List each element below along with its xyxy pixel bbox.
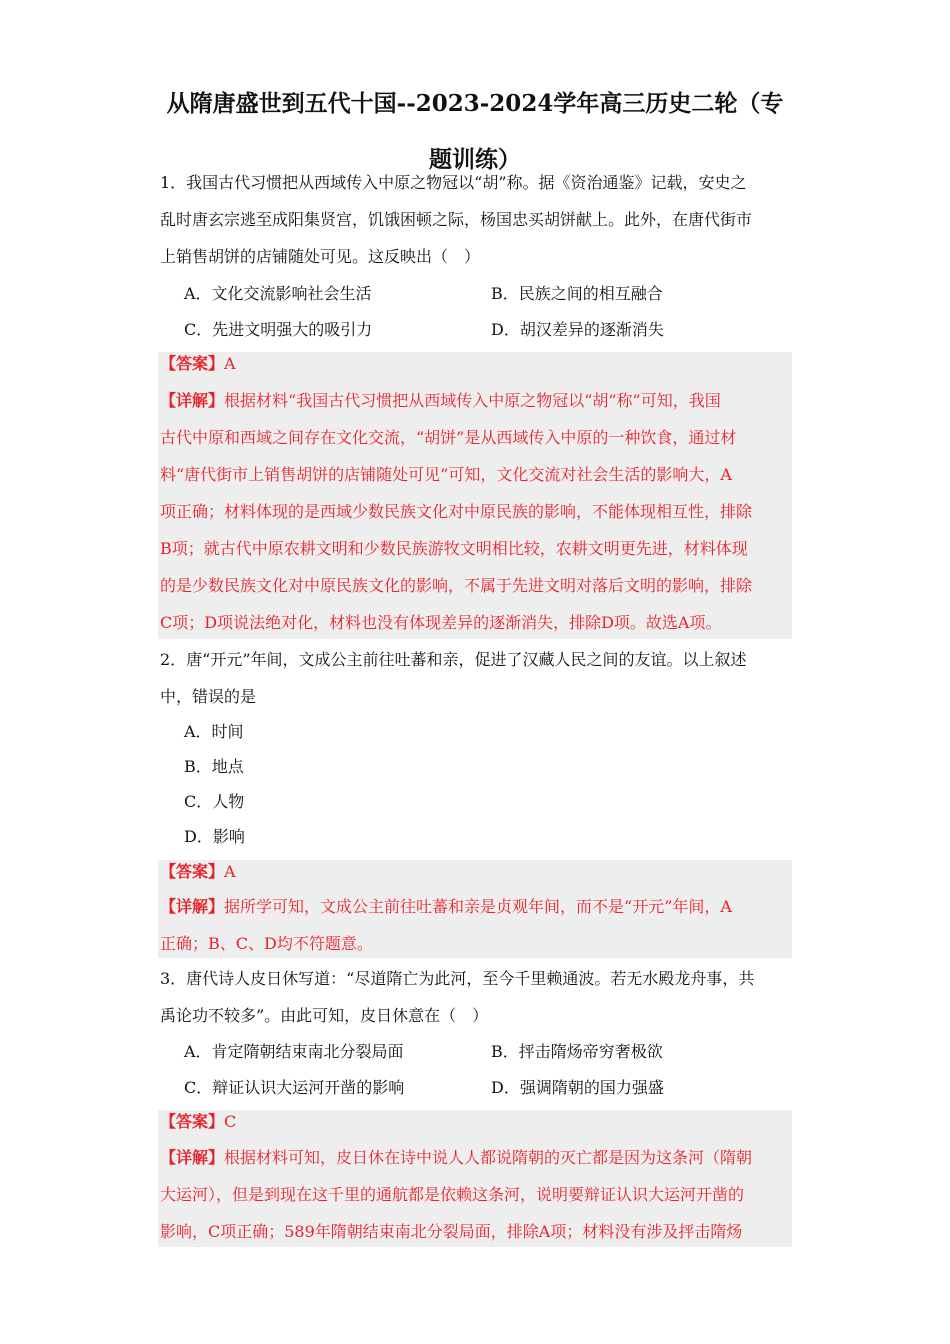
question-text-line: 禹论功不较多”。由此可知，皮日休意在（ ）	[160, 1006, 489, 1025]
title-line-2: 题训练）	[429, 146, 521, 173]
answer-tag: 【答案】	[160, 1112, 225, 1131]
question-text-line: 1．我国古代习惯把从西域传入中原之物冠以“胡”称。据《资治通鉴》记载，安史之	[160, 173, 747, 192]
answer-value: A	[224, 354, 236, 373]
question-text-line: 中，错误的是	[160, 687, 257, 706]
detail-text: 的是少数民族文化对中原民族文化的影响，不属于先进文明对落后文明的影响，排除	[160, 576, 753, 595]
detail-text: 大运河），但是到现在这千里的通航都是依赖这条河，说明要辩证认识大运河开凿的	[160, 1185, 745, 1204]
option-c: C．人物	[184, 792, 245, 811]
detail-tag: 【详解】	[160, 897, 225, 916]
option-c: C．先进文明强大的吸引力	[184, 320, 373, 339]
question-text-line: 上销售胡饼的店铺随处可见。这反映出（ ）	[160, 247, 481, 266]
detail-text: 根据材料“我国古代习惯把从西域传入中原之物冠以“胡”称”可知，我国	[224, 391, 721, 410]
answer-value: A	[224, 862, 236, 881]
answer-value: C	[224, 1112, 237, 1131]
option-d: D．强调隋朝的国力强盛	[491, 1078, 664, 1097]
option-b: B．民族之间的相互融合	[491, 284, 663, 303]
detail-text: 正确；B、C、D均不符题意。	[160, 934, 373, 953]
answer-tag: 【答案】	[160, 862, 225, 881]
detail-text: 据所学可知，文成公主前往吐蕃和亲是贞观年间，而不是“开元”年间，A	[224, 897, 732, 916]
option-b: B．地点	[184, 757, 244, 776]
option-d: D．影响	[184, 827, 245, 846]
question-text-line: 2．唐“开元”年间，文成公主前往吐蕃和亲，促进了汉藏人民之间的友谊。以上叙述	[160, 650, 747, 669]
detail-text: C项；D项说法绝对化，材料也没有体现差异的逐渐消失，排除D项。故选A项。	[160, 613, 722, 632]
answer-line	[160, 1109, 236, 1132]
option-a: A．文化交流影响社会生活	[184, 284, 372, 303]
detail-tag: 【详解】	[160, 1148, 225, 1167]
option-a: A．时间	[184, 722, 244, 741]
detail-text: 项正确；材料体现的是西域少数民族文化对中原民族的影响，不能体现相互性，排除	[160, 502, 753, 521]
question-text-line: 乱时唐玄宗逃至成阳集贤宫，饥饿困顿之际，杨国忠买胡饼献上。此外，在唐代街市	[160, 210, 753, 229]
title-line-1: 从隋唐盛世到五代十国--2023-2024学年高三历史二轮（专	[166, 90, 784, 117]
detail-text: 影响，C项正确；589年隋朝结束南北分裂局面，排除A项；材料没有涉及抨击隋炀	[160, 1222, 743, 1241]
detail-text: 料“唐代街市上销售胡饼的店铺随处可见”可知，文化交流对社会生活的影响大，A	[160, 465, 732, 484]
detail-text: B项；就古代中原农耕文明和少数民族游牧文明相比较，农耕文明更先进，材料体现	[160, 539, 748, 558]
option-a: A．肯定隋朝结束南北分裂局面	[184, 1042, 404, 1061]
detail-text: 古代中原和西域之间存在文化交流，“胡饼”是从西域传入中原的一种饮食，通过材	[160, 428, 737, 447]
detail-line	[160, 1145, 752, 1168]
detail-tag: 【详解】	[160, 391, 225, 410]
option-c: C．辩证认识大运河开凿的影响	[184, 1078, 405, 1097]
question-text-line: 3．唐代诗人皮日休写道：“尽道隋亡为此河，至今千里赖通波。若无水殿龙舟事，共	[160, 969, 755, 988]
answer-line	[160, 859, 236, 882]
answer-line	[160, 351, 236, 374]
option-b: B．抨击隋炀帝穷奢极欲	[491, 1042, 663, 1061]
option-d: D．胡汉差异的逐渐消失	[491, 320, 664, 339]
detail-text: 根据材料可知，皮日休在诗中说人人都说隋朝的灭亡都是因为这条河（隋朝	[224, 1148, 753, 1167]
detail-line	[160, 388, 721, 411]
detail-line	[160, 894, 732, 917]
answer-tag: 【答案】	[160, 354, 225, 373]
